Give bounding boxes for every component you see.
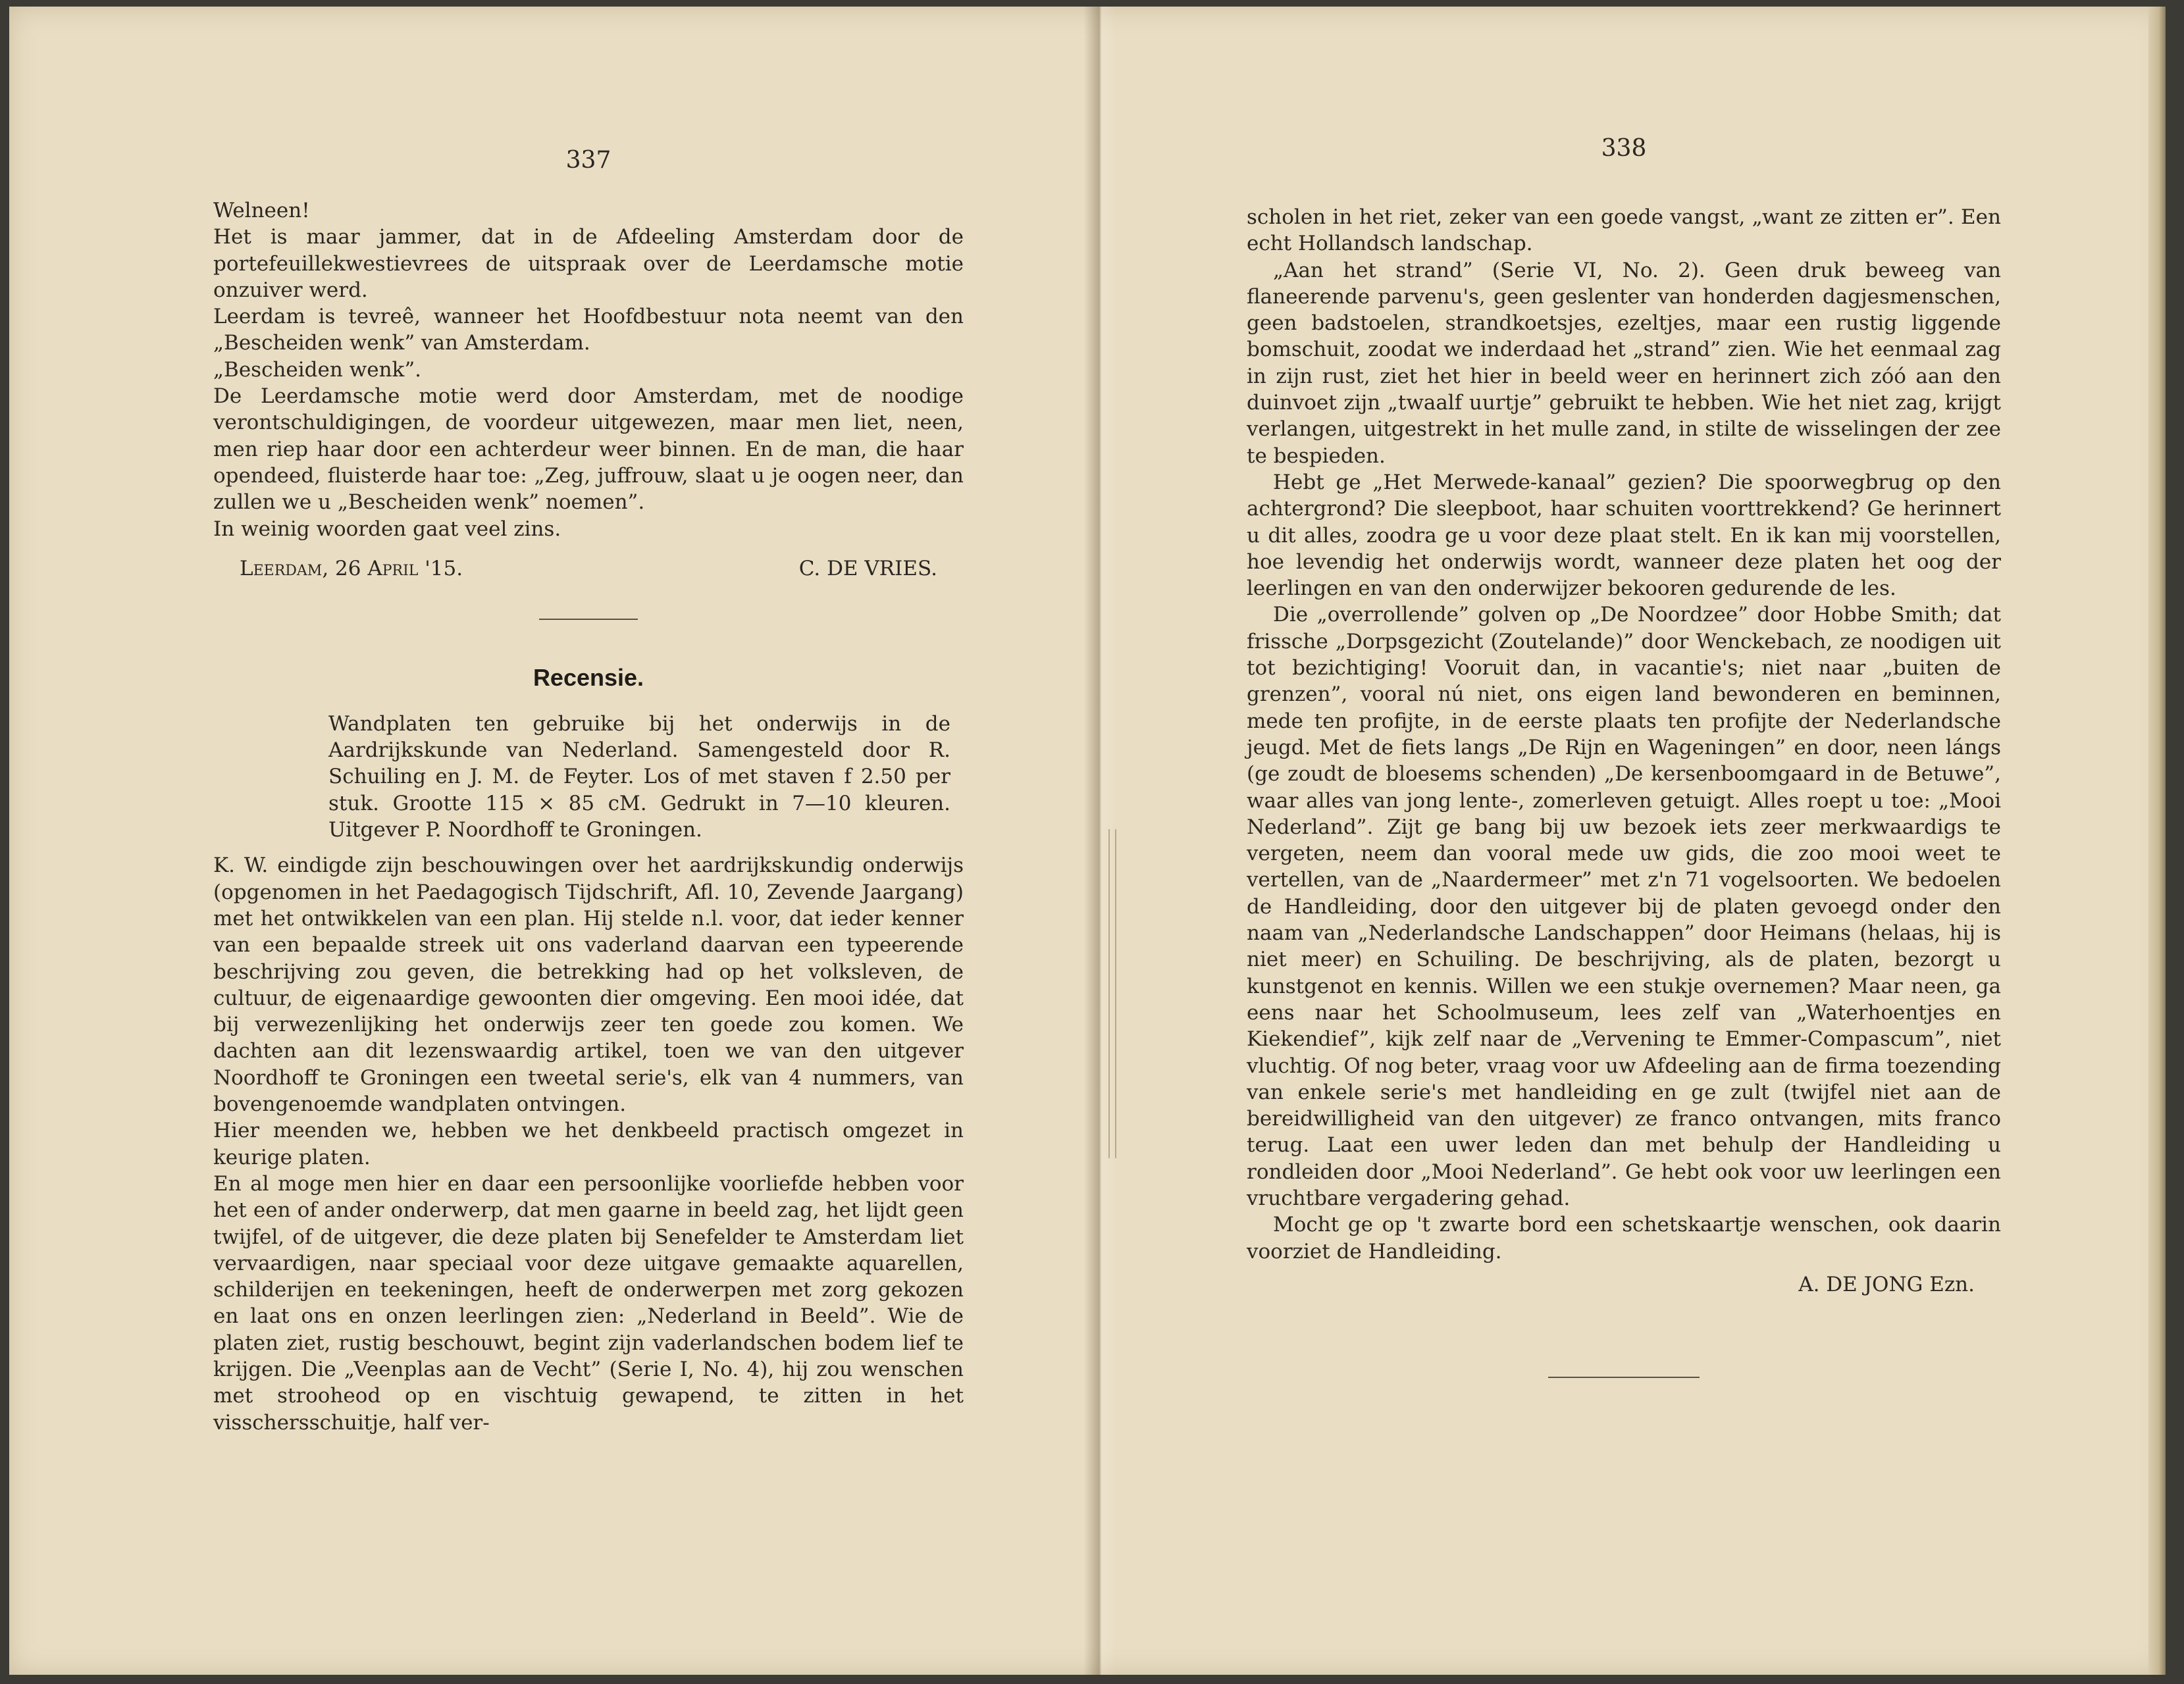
right-page xyxy=(1247,7,2001,1378)
review-header: Wandplaten ten gebruike bij het onderwijs in de Aardrijkskunde van Nederland. Samengesteld door R. Schuiling en J. M. de Feyter. Los of met staven f 2.50 per stuk. Grootte 115 × 85 cM. Gedrukt in 7—10 kleuren. Uitgever P. Noordhoff te Groningen. xyxy=(328,711,950,842)
section-heading: Recensie. xyxy=(533,663,644,691)
signature-row xyxy=(213,555,964,582)
signature-place: Leerdam, 26 April '15. xyxy=(240,556,463,580)
paragraph: K. W. eindigde zijn beschouwingen over het aardrijkskundig onderwijs (opgenomen in het Paedagogisch Tijdschrift, Afl. 10, Zevende Jaargang) met het ontwikkelen van een plan. Hij stelde n.l. voor, dat ieder kenner van een bepaalde streek uit ons vaderland daarvan een typeerende beschrijving zou geven, die betrekking had op het volksleven, de cultuur, de eigenaardige gewoonten dier omgeving. Een mooi idée, dat bij verwezenlijking het onderwijs zeer ten goede zou komen. We dachten aan dit lezenswaardig artikel, toen we van den uitgever Noordhoff te Groningen een tweetal serie's, elk van 4 nummers, van bovengenoemde wandplaten ontvingen. xyxy=(213,854,964,1117)
page-number-right: 338 xyxy=(1601,135,1647,162)
left-body-text xyxy=(213,197,964,542)
book-spread xyxy=(9,7,2166,1675)
binding-thread xyxy=(1108,829,1116,1158)
paragraph: Het is maar jammer, dat in de Afdeeling Amsterdam door de portefeuillekwestievrees de uitspraak over de Leerdamsche motie onzuiver werd. xyxy=(213,225,964,302)
signature-name: A. DE JONG Ezn. xyxy=(1798,1272,1975,1296)
paragraph: Welneen! xyxy=(213,199,310,222)
paragraph: Leerdam is tevreê, wanneer het Hoofdbestuur nota neemt van den „Bescheiden wenk” van Amsterdam. xyxy=(213,305,964,355)
paragraph: „Bescheiden wenk”. xyxy=(213,357,422,382)
paragraph: scholen in het riet, zeker van een goede vangst, „want ze zitten er”. Een echt Hollandsch landschap. xyxy=(1247,205,2001,256)
page-number-left: 337 xyxy=(565,147,611,174)
section-divider xyxy=(1548,1377,1700,1378)
signature-name: C. DE VRIES. xyxy=(798,556,937,580)
paragraph: Die „overrollende” golven op „De Noordzee” door Hobbe Smith; dat frissche „Dorpsgezicht (Zoutelande)” door Wenckebach, ze noodigen uit tot bezichtiging! Vooruit dan, in vacantie's; niet naar „buiten de grenzen”, vooral nú niet, ons eigen land bewonderen en beminnen, mede ten profijte, in de eerste plaats ten profijte der Nederlandsche jeugd. Met de fiets langs „De Rijn en Wageningen” en door, neen lángs (ge zoudt de bloesems schenden) „De kersenboomgaard in de Betuwe”, waar alles van jong lente-, zomerleven getuigt. Alles roept u toe: „Mooi Nederland”. Zijt ge bang bij uw bezoek iets zeer merkwaardigs te vergeten, neem dan vooral mede uw gids, die zoo mooi weet te vertellen, van de „Naardermeer” met z'n 71 vogelsoorten. We bedoelen de Handleiding, door den uitgever bij de platen gevoegd onder den naam van „Nederlandsche Landschappen” door Heimans (helaas, hij is niet meer) en Schuiling. De beschrijving, als de platen, bezorgt u kunstgenot en kennis. Willen we een stukje overnemen? Maar neen, ga eens naar het Schoolmuseum, lees zelf van „Waterhoentjes en Kiekendief”, kijk zelf naar de „Vervening te Emmer-Compascum”, niet vluchtig. Of nog beter, vraag voor uw Afdeeling aan de firma toezending van enkele serie's met handleiding en ge zult (twijfel niet aan de bereidwilligheid van den uitgever) ze franco ontvangen, mits franco terug. Laat een uwer leden dan met behulp der Handleiding u rondleiden door „Mooi Nederland”. Ge hebt ook voor uw leerlingen een vruchtbare vergadering gehad. xyxy=(1247,603,2001,1210)
paragraph: „Aan het strand” (Serie VI, No. 2). Geen druk beweeg van flaneerende parvenu's, geen geslenter van honderden dagjesmenschen, geen badstoelen, strandkoetsjes, ezeltjes, maar een rustig liggende bomschuit, zoodat we inderdaad het „strand” zien. Wie het eenmaal zag in zijn rust, ziet het hier in beeld weer en herinnert zich zóó aan den duinvoet zijn „twaalf uurtje” gebruikt te hebben. Wie het niet zag, krijgt verlangen, uitgestrekt in het mulle zand, in stilte de wisselingen der zee te bespieden. xyxy=(1247,258,2001,468)
review-body-text xyxy=(213,852,964,1436)
paragraph: De Leerdamsche motie werd door Amsterdam, met de noodige verontschuldigingen, de voordeur uitgewezen, maar men liet, neen, men riep haar door een achterdeur weer binnen. En de man, die haar opendeed, fluisterde haar toe: „Zeg, juffrouw, slaat u je oogen neer, dan zullen we u „Bescheiden wenk” noemen”. xyxy=(213,384,964,515)
paragraph: Hebt ge „Het Merwede-kanaal” gezien? Die spoorwegbrug op den achtergrond? Die sleepboot, haar schuiten voorttrekkend? Ge herinnert u dit alles, zoodra ge u voor deze plaat stelt. En ik kan mij voorstellen, hoe levendig het onderwijs wordt, wanneer deze platen het oog der leerlingen en van den onderwijzer bekooren gedurende de les. xyxy=(1247,470,2001,601)
left-page xyxy=(213,7,964,1436)
paragraph: Hier meenden we, hebben we het denkbeeld practisch omgezet in keurige platen. xyxy=(213,1119,964,1169)
paragraph: En al moge men hier en daar een persoonlijke voorliefde hebben voor het een of ander onderwerp, dat men gaarne in beeld zag, het lijdt geen twijfel, of de uitgever, die deze platen bij Senefelder te Amsterdam liet vervaardigen, naar speciaal voor deze uitgave gemaakte aquarellen, schilderijen en teekeningen, heeft de onderwerpen met zorg gekozen en laat ons en onzen leerlingen zien: „Nederland in Beeld”. Wie de platen ziet, rustig beschouwt, begint zijn vaderlandschen bodem lief te krijgen. Die „Veenplas aan de Vecht” (Serie I, No. 4), hij zou wenschen met strooheod op en vischtuig gewapend, te zitten in het visschersschuitje, half ver- xyxy=(213,1171,964,1435)
paragraph: Mocht ge op 't zwarte bord een schetskaartje wenschen, ook daarin voorziet de Handleiding. xyxy=(1247,1213,2001,1263)
page-edge xyxy=(2148,7,2166,1675)
paragraph: In weinig woorden gaat veel zins. xyxy=(213,517,561,541)
right-body-text xyxy=(1247,204,2001,1265)
section-divider xyxy=(539,619,638,620)
